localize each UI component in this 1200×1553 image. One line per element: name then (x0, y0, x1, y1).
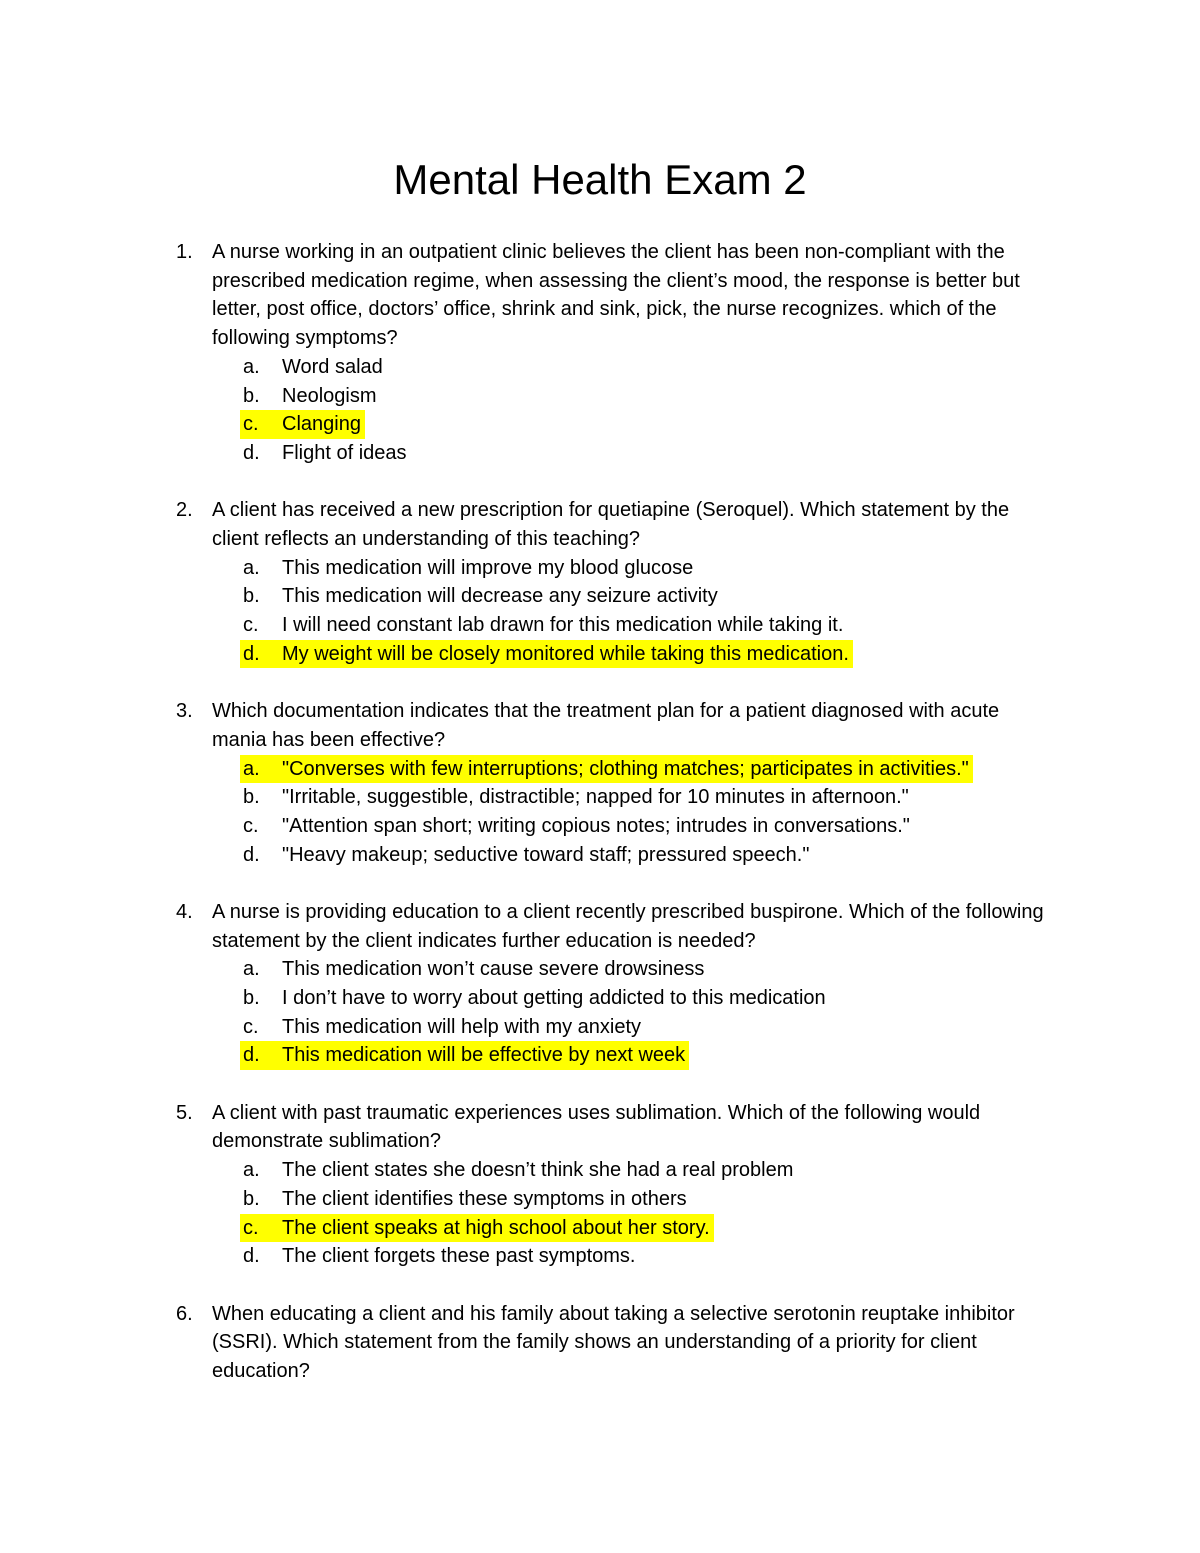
option-text: My weight will be closely monitored while taking this medication. (282, 642, 849, 665)
option-letter: c. (243, 614, 259, 637)
answer-content (240, 841, 813, 870)
question-item (0, 238, 1200, 468)
option-text: "Converses with few interruptions; clothing matches; participates in activities." (282, 757, 969, 780)
question-text: A nurse is providing education to a client recently prescribed buspirone. Which of the following statement by the client indicates further education is needed? (212, 900, 1044, 952)
option-letter: a. (243, 757, 260, 780)
option-letter: b. (243, 585, 260, 608)
question-text: A client has received a new prescription for quetiapine (Seroquel). Which statement by the client reflects an understanding of this teaching? (212, 499, 1010, 550)
answer-option-correct (0, 410, 1200, 439)
option-text: "Heavy makeup; seductive toward staff; pressured speech." (282, 843, 810, 866)
option-text: "Attention span short; writing copious notes; intrudes in conversations." (282, 814, 910, 837)
answer-option (0, 841, 1200, 870)
answer-options (0, 755, 1200, 870)
highlighted-answer (240, 755, 973, 784)
answer-content (240, 382, 380, 411)
answer-content (240, 582, 722, 611)
answer-option (0, 582, 1200, 611)
question-item (0, 496, 1200, 668)
option-text: The client speaks at high school about her story. (282, 1216, 710, 1239)
answer-content (240, 1242, 640, 1271)
option-letter: d. (243, 441, 260, 464)
question-number: 6. (176, 1302, 193, 1325)
highlighted-answer (240, 640, 853, 669)
answer-option (0, 1156, 1200, 1185)
answer-option (0, 783, 1200, 812)
option-letter: c. (243, 413, 259, 436)
answer-option-correct (0, 1214, 1200, 1243)
option-text: I will need constant lab drawn for this medication while taking it. (282, 614, 844, 637)
option-text: This medication won’t cause severe drowsiness (282, 958, 705, 981)
question-text: A nurse working in an outpatient clinic believes the client has been non-compliant with the prescribed medication regime, when assessing the client’s mood, the response is better but letter, post office, doctors’ office, shrink and sink, pick, the nurse recognizes. which of the following symptoms? (212, 241, 1020, 350)
answer-option (0, 353, 1200, 382)
option-letter: b. (243, 987, 260, 1010)
option-text: Flight of ideas (282, 441, 407, 464)
question-number: 5. (176, 1101, 193, 1124)
option-letter: d. (243, 843, 260, 866)
option-text: I don’t have to worry about getting addicted to this medication (282, 987, 826, 1010)
option-text: "Irritable, suggestible, distractible; napped for 10 minutes in afternoon." (282, 786, 909, 809)
option-text: This medication will help with my anxiety (282, 1015, 642, 1038)
option-text: The client identifies these symptoms in others (282, 1187, 687, 1210)
question-text: Which documentation indicates that the treatment plan for a patient diagnosed with acute mania has been effective? (212, 700, 1000, 751)
answer-option (0, 1242, 1200, 1271)
answer-option (0, 984, 1200, 1013)
option-letter: d. (243, 1044, 260, 1067)
answer-option (0, 382, 1200, 411)
option-letter: b. (243, 1187, 260, 1210)
answer-content (240, 783, 913, 812)
answer-content (240, 955, 708, 984)
question-item (0, 1300, 1200, 1386)
answer-options (0, 353, 1200, 468)
answer-option (0, 1185, 1200, 1214)
option-letter: c. (243, 1015, 259, 1038)
question-list (0, 238, 1200, 1414)
answer-option-correct (0, 755, 1200, 784)
answer-option (0, 1013, 1200, 1042)
option-text: This medication will be effective by next week (282, 1044, 686, 1067)
answer-content (240, 611, 847, 640)
answer-option (0, 554, 1200, 583)
option-letter: c. (243, 814, 259, 837)
answer-content (240, 353, 387, 382)
answer-content (240, 439, 411, 468)
answer-content (240, 812, 914, 841)
answer-options (0, 955, 1200, 1070)
option-text: Word salad (282, 355, 383, 378)
answer-content (240, 554, 697, 583)
answer-option-correct (0, 1041, 1200, 1070)
highlighted-answer (240, 1214, 714, 1243)
answer-options (0, 1156, 1200, 1271)
answer-content (240, 1156, 797, 1185)
answer-option (0, 955, 1200, 984)
option-letter: d. (243, 1245, 260, 1268)
answer-option (0, 611, 1200, 640)
option-letter: a. (243, 1159, 260, 1182)
option-letter: d. (243, 642, 260, 665)
answer-option (0, 812, 1200, 841)
question-item (0, 1099, 1200, 1271)
option-text: This medication will decrease any seizure activity (282, 585, 718, 608)
question-number: 2. (176, 499, 193, 522)
option-letter: c. (243, 1216, 259, 1239)
page-title: Mental Health Exam 2 (393, 156, 807, 203)
option-letter: a. (243, 355, 260, 378)
option-letter: a. (243, 556, 260, 579)
option-letter: b. (243, 786, 260, 809)
highlighted-answer (240, 1041, 689, 1070)
question-number: 3. (176, 700, 193, 723)
answer-options (0, 554, 1200, 669)
question-number: 1. (176, 241, 193, 263)
option-letter: b. (243, 384, 260, 407)
option-text: The client states she doesn’t think she had a real problem (282, 1159, 794, 1182)
answer-option (0, 439, 1200, 468)
question-text: When educating a client and his family about taking a selective serotonin reuptake inhibitor (SSRI). Which statement from the family shows an understanding of a priority for client education? (212, 1302, 1015, 1383)
option-letter: a. (243, 958, 260, 981)
option-text: Neologism (282, 384, 377, 407)
question-item (0, 697, 1200, 869)
question-item (0, 898, 1200, 1070)
answer-content (240, 1185, 691, 1214)
option-text: The client forgets these past symptoms. (282, 1245, 636, 1268)
answer-content (240, 984, 830, 1013)
question-number: 4. (176, 900, 193, 923)
answer-option-correct (0, 640, 1200, 669)
answer-content (240, 1013, 645, 1042)
option-text: Clanging (282, 413, 361, 436)
question-text: A client with past traumatic experiences uses sublimation. Which of the following would demonstrate sublimation? (212, 1101, 981, 1153)
option-text: This medication will improve my blood glucose (282, 556, 694, 579)
highlighted-answer (240, 410, 365, 439)
